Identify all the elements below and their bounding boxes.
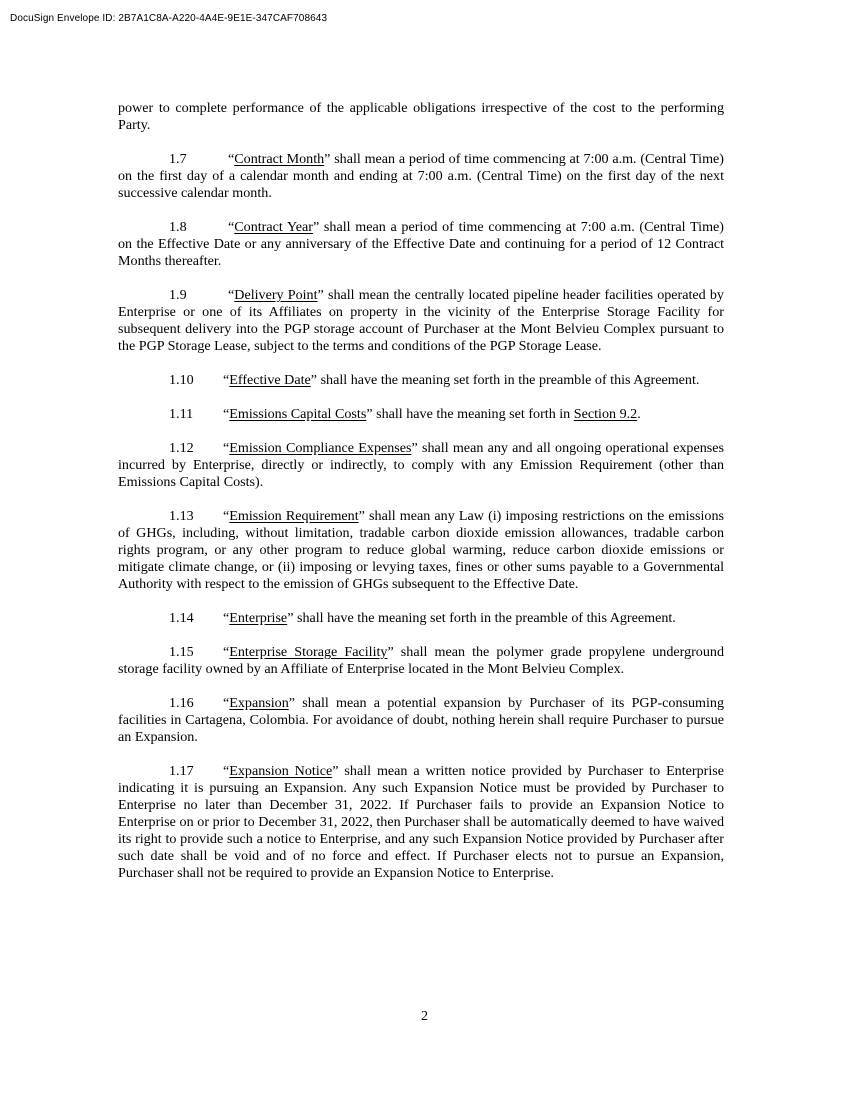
definition-1-15: 1.15 “Enterprise Storage Facility” shall mean the polymer grade propylene underground storage facility owned by an Affiliate of Enterprise located in the Mont Belvieu Complex.	[118, 644, 724, 677]
definition-1-11: 1.11 “Emissions Capital Costs” shall have the meaning set forth in Section 9.2.	[169, 406, 641, 422]
definition-1-9: 1.9 “Delivery Point” shall mean the centrally located pipeline header facilities operated by Enterprise or one of its Affiliates on property in the vicinity of the Enterprise Storage Facility for subsequent delivery into the PGP storage account of Purchaser at the Mont Belvieu Complex pursuant to the PGP Storage Lease, subject to the terms and conditions of the PGP Storage Lease.	[118, 287, 724, 354]
definition-text: shall mean the polymer grade propylene underground storage facility owned by an Affiliate of Enterprise located in the Mont Belvieu Complex.	[118, 644, 724, 677]
defined-term: Emission Compliance Expenses	[229, 440, 412, 456]
definition-text: shall mean any and all ongoing operational expenses incurred by Enterprise, directly or indirectly, to comply with any Emission Requirement (other than Emissions Capital Costs).	[118, 440, 724, 490]
continuation-paragraph: power to complete performance of the applicable obligations irrespective of the cost to the performing Party.	[118, 100, 724, 133]
definition-1-7: 1.7 “Contract Month” shall mean a period of time commencing at 7:00 a.m. (Central Time) on the first day of a calendar month and ending at 7:00 a.m. (Central Time) on the first day of the next successive calendar month.	[118, 151, 724, 201]
envelope-id: DocuSign Envelope ID: 2B7A1C8A-A220-4A4E-9E1E-347CAF708643	[10, 13, 328, 24]
definition-1-12: 1.12 “Emission Compliance Expenses” shall mean any and all ongoing operational expenses incurred by Enterprise, directly or indirectly, to comply with any Emission Requirement (other than Emissions Capital Costs).	[118, 440, 724, 490]
section-reference-link[interactable]: Section 9.2	[573, 406, 638, 422]
definition-text: shall mean a period of time commencing at 7:00 a.m. (Central Time) on the Effective Date or any anniversary of the Effective Date and continuing for a period of 12 Contract Months thereafter.	[118, 219, 724, 269]
defined-term: Enterprise	[229, 610, 288, 626]
defined-term: Emissions Capital Costs	[229, 406, 367, 422]
defined-term: Expansion	[229, 695, 289, 711]
definition-text: shall mean the centrally located pipeline header facilities operated by Enterprise or one of its Affiliates on property in the vicinity of the Enterprise Storage Facility for subsequent delivery into the PGP storage account of Purchaser at the Mont Belvieu Complex pursuant to the PGP Storage Lease, subject to the terms and conditions of the PGP Storage Lease.	[118, 287, 724, 354]
defined-term: Enterprise Storage Facility	[229, 644, 388, 660]
section-number: 1.16	[169, 695, 194, 711]
defined-term: Expansion Notice	[229, 763, 333, 779]
defined-term: Contract Year	[234, 219, 313, 235]
definition-text: shall have the meaning set forth in the preamble of this Agreement.	[317, 372, 700, 388]
definition-1-13: 1.13 “Emission Requirement” shall mean any Law (i) imposing restrictions on the emissions of GHGs, including, without limitation, tradable carbon dioxide emission allowances, tradable carbon rights program, or any other program to reduce global warming, reduce carbon dioxide emissions or mitigate climate change, or (ii) imposing or levying taxes, fines or other sums payable to a Governmental Authority with respect to the emission of GHGs subsequent to the Effective Date.	[118, 508, 724, 592]
section-number: 1.12	[169, 440, 194, 456]
defined-term: Effective Date	[229, 372, 311, 388]
section-number: 1.14	[169, 610, 194, 626]
section-number: 1.7	[169, 151, 187, 167]
section-number: 1.8	[169, 219, 187, 235]
section-number: 1.13	[169, 508, 194, 524]
section-number: 1.9	[169, 287, 187, 303]
section-number: 1.15	[169, 644, 194, 660]
definition-text: shall mean a written notice provided by Purchaser to Enterprise indicating it is pursuing an Expansion. Any such Expansion Notice must be provided by Purchaser to Enterprise no later than December 31, 2022. If Purchaser fails to provide an Expansion Notice to Enterprise on or prior to December 31, 2022, then Purchaser shall be automatically deemed to have waived its right to provide such a notice to Enterprise, and any such Expansion Notice provided by Purchaser after such date shall be void and of no force and effect. If Purchaser elects not to pursue an Expansion, Purchaser shall not be required to provide an Expansion Notice to Enterprise.	[118, 763, 724, 881]
section-number: 1.17	[169, 763, 194, 779]
defined-term: Emission Requirement	[229, 508, 359, 524]
definition-text: shall have the meaning set forth in	[372, 406, 574, 422]
definition-1-16: 1.16 “Expansion” shall mean a potential expansion by Purchaser of its PGP-consuming facilities in Cartagena, Colombia. For avoidance of doubt, nothing herein shall require Purchaser to pursue an Expansion.	[118, 695, 724, 745]
definition-1-14: 1.14 “Enterprise” shall have the meaning set forth in the preamble of this Agreement.	[169, 610, 676, 626]
page-number: 2	[420, 1008, 429, 1024]
section-number: 1.11	[169, 406, 194, 422]
defined-term: Delivery Point	[234, 287, 318, 303]
definition-1-10: 1.10 “Effective Date” shall have the meaning set forth in the preamble of this Agreement.	[169, 372, 700, 388]
definition-1-8: 1.8 “Contract Year” shall mean a period of time commencing at 7:00 a.m. (Central Time) on the Effective Date or any anniversary of the Effective Date and continuing for a period of 12 Contract Months thereafter.	[118, 219, 724, 269]
definition-text: shall mean any Law (i) imposing restrictions on the emissions of GHGs, including, without limitation, tradable carbon dioxide emission allowances, tradable carbon rights program, or any other program to reduce global warming, reduce carbon dioxide emissions or mitigate climate change, or (ii) imposing or levying taxes, fines or other sums payable to a Governmental Authority with respect to the emission of GHGs subsequent to the Effective Date.	[118, 508, 724, 592]
definition-text-end: .	[637, 406, 641, 422]
definition-text: shall have the meaning set forth in the preamble of this Agreement.	[293, 610, 676, 626]
definition-text: shall mean a potential expansion by Purchaser of its PGP-consuming facilities in Cartagena, Colombia. For avoidance of doubt, nothing herein shall require Purchaser to pursue an Expansion.	[118, 695, 724, 745]
section-number: 1.10	[169, 372, 194, 388]
defined-term: Contract Month	[234, 151, 325, 167]
definition-1-17: 1.17 “Expansion Notice” shall mean a written notice provided by Purchaser to Enterprise indicating it is pursuing an Expansion. Any such Expansion Notice must be provided by Purchaser to Enterprise no later than December 31, 2022. If Purchaser fails to provide an Expansion Notice to Enterprise on or prior to December 31, 2022, then Purchaser shall be automatically deemed to have waived its right to provide such a notice to Enterprise, and any such Expansion Notice provided by Purchaser after such date shall be void and of no force and effect. If Purchaser elects not to pursue an Expansion, Purchaser shall not be required to provide an Expansion Notice to Enterprise.	[118, 763, 724, 881]
document-body	[118, 100, 724, 899]
definition-text: shall mean a period of time commencing at 7:00 a.m. (Central Time) on the first day of a calendar month and ending at 7:00 a.m. (Central Time) on the first day of the next successive calendar month.	[118, 151, 724, 201]
